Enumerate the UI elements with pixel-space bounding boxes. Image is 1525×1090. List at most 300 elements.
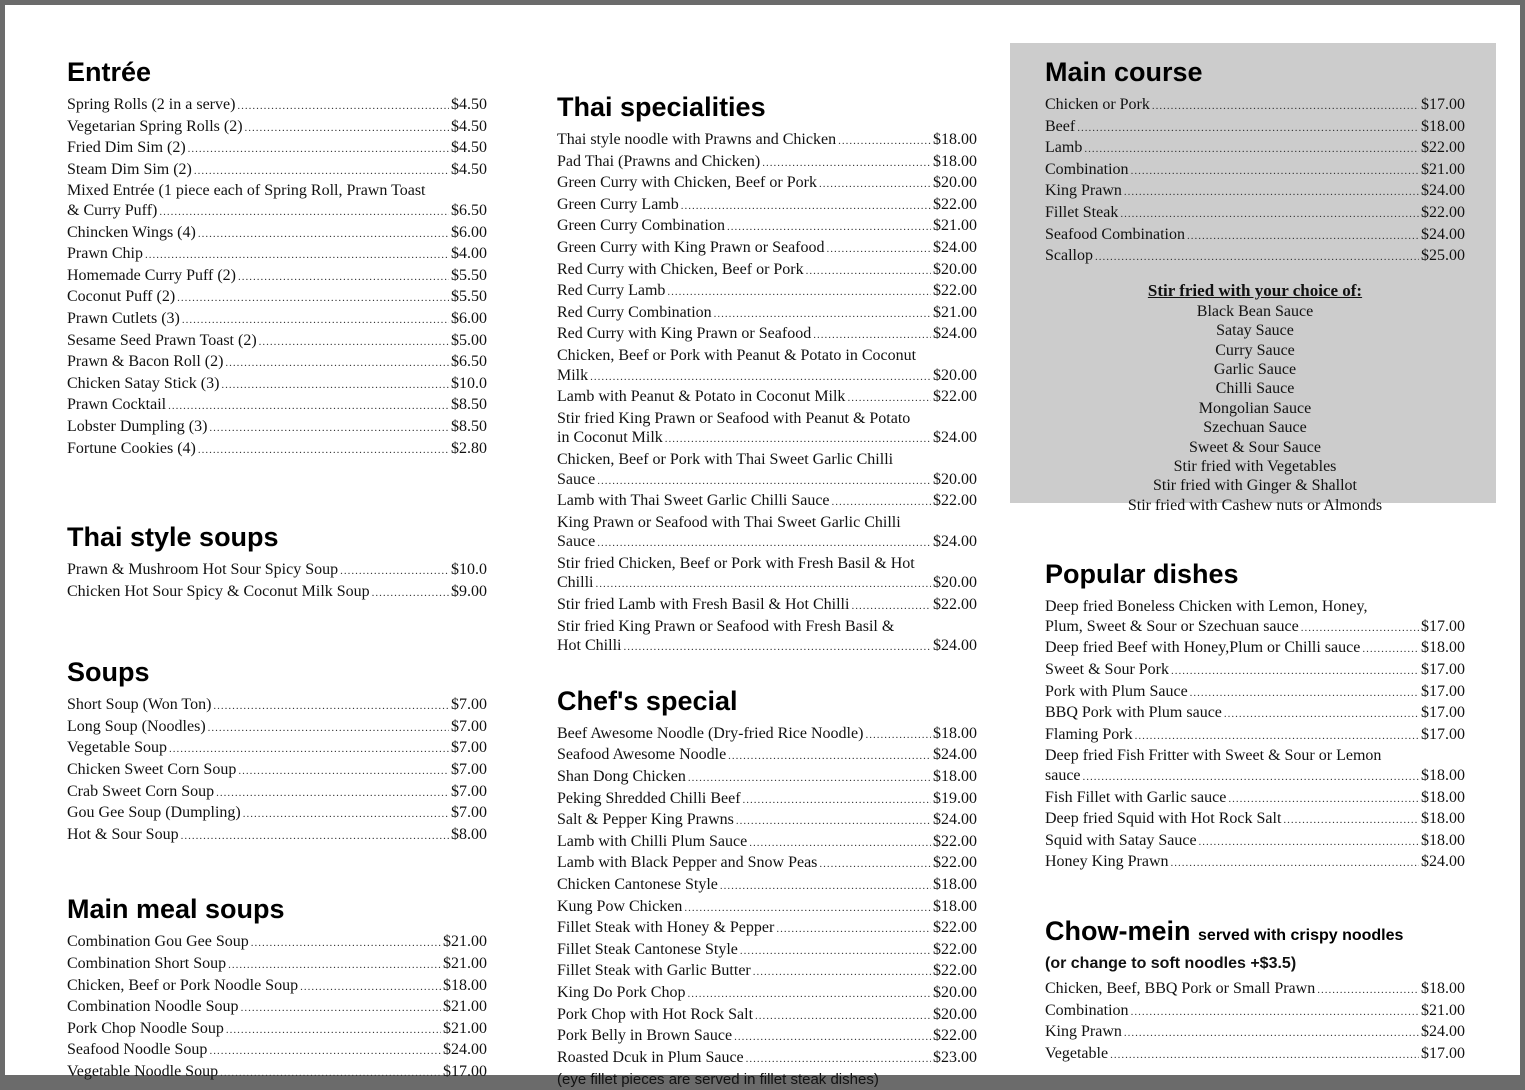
section-soups bbox=[67, 655, 487, 846]
dot-leader bbox=[220, 1062, 441, 1084]
menu-item bbox=[1045, 852, 1465, 874]
item-price: $24.00 bbox=[933, 811, 977, 829]
sauce-option: Curry Sauce bbox=[1215, 341, 1295, 359]
menu-item bbox=[1045, 1044, 1465, 1066]
menu-list bbox=[1045, 597, 1465, 874]
dot-leader bbox=[684, 897, 931, 919]
item-price: $24.00 bbox=[933, 746, 977, 764]
item-price: $18.00 bbox=[933, 131, 977, 148]
item-name: Lamb with Thai Sweet Garlic Chilli Sauce bbox=[557, 492, 830, 510]
dot-leader bbox=[714, 303, 931, 325]
item-price: $22.00 bbox=[933, 940, 977, 958]
dot-leader bbox=[753, 961, 931, 983]
item-price: $7.00 bbox=[451, 761, 487, 779]
item-price: $4.50 bbox=[451, 96, 487, 113]
item-name-line1: Stir fried Chicken, Beef or Pork with Fresh Basil & Hot bbox=[557, 554, 915, 572]
item-name: Vegetable Noodle Soup bbox=[67, 1063, 219, 1080]
item-name: Chicken Hot Sour Spicy & Coconut Milk Soup bbox=[67, 582, 370, 600]
item-name-line2 bbox=[557, 470, 977, 492]
item-name: Combination bbox=[1045, 1001, 1129, 1019]
dot-leader bbox=[194, 160, 449, 182]
menu-item bbox=[557, 789, 977, 811]
menu-item bbox=[67, 997, 487, 1019]
item-price: $21.00 bbox=[443, 955, 487, 973]
item-name-line1: Stir fried King Prawn or Seafood with Peanut & Potato bbox=[557, 409, 911, 427]
item-price: $24.00 bbox=[1421, 1023, 1465, 1041]
menu-item bbox=[557, 260, 977, 282]
dot-leader bbox=[259, 331, 449, 353]
item-name: Red Curry with King Prawn or Seafood bbox=[557, 325, 812, 343]
menu-item bbox=[1045, 831, 1465, 853]
menu-item bbox=[67, 782, 487, 804]
dot-leader bbox=[1083, 766, 1419, 788]
item-name-line1: Chicken, Beef or Pork with Thai Sweet Garlic Chilli bbox=[557, 450, 894, 468]
item-price: $20.00 bbox=[933, 366, 977, 384]
item-name: Seafood Noodle Soup bbox=[67, 1041, 208, 1059]
dot-leader bbox=[221, 374, 449, 396]
dot-leader bbox=[238, 760, 449, 782]
item-price: $17.00 bbox=[1421, 617, 1465, 635]
item-price: $24.00 bbox=[443, 1041, 487, 1059]
item-price: $20.00 bbox=[933, 1005, 977, 1023]
dot-leader bbox=[251, 932, 441, 954]
menu-item bbox=[67, 582, 487, 604]
menu-item bbox=[67, 160, 487, 182]
item-name: Sesame Seed Prawn Toast (2) bbox=[67, 331, 257, 349]
menu-item bbox=[67, 266, 487, 288]
menu-list bbox=[557, 724, 977, 1070]
item-price: $22.00 bbox=[933, 282, 977, 300]
menu-item bbox=[557, 491, 977, 513]
dot-leader bbox=[159, 201, 449, 223]
menu-item bbox=[1045, 225, 1465, 247]
item-price: $20.00 bbox=[933, 260, 977, 278]
item-price: $22.00 bbox=[933, 919, 977, 937]
item-price: $4.00 bbox=[451, 245, 487, 263]
item-price: $21.00 bbox=[443, 933, 487, 951]
menu-item bbox=[67, 760, 487, 782]
section-heading: Main meal soups bbox=[67, 894, 285, 925]
item-name-line2 bbox=[557, 366, 977, 388]
item-name: King Prawn bbox=[1045, 182, 1122, 200]
item-name: Scallop bbox=[1045, 247, 1093, 265]
item-name: Fillet Steak with Garlic Butter bbox=[557, 962, 751, 980]
item-price: $21.00 bbox=[933, 303, 977, 321]
dot-leader bbox=[597, 532, 931, 554]
item-name: Hot Chilli bbox=[557, 637, 622, 655]
section-heading bbox=[1045, 914, 1465, 953]
menu-item bbox=[557, 595, 977, 617]
dot-leader bbox=[590, 366, 931, 388]
sauce-option: Sweet & Sour Sauce bbox=[1189, 438, 1321, 456]
menu-item bbox=[557, 303, 977, 325]
item-price: $18.00 bbox=[1421, 831, 1465, 849]
item-name: Chicken, Beef, BBQ Pork or Small Prawn bbox=[1045, 979, 1316, 997]
section-chefs-special bbox=[557, 684, 977, 1090]
menu-item bbox=[557, 832, 977, 854]
dot-leader bbox=[1171, 660, 1419, 682]
menu-item bbox=[557, 810, 977, 832]
sauce-list bbox=[1045, 302, 1465, 515]
section-main-course bbox=[1045, 55, 1465, 515]
item-price: $4.50 bbox=[451, 139, 487, 157]
item-name: & Curry Puff) bbox=[67, 201, 158, 219]
menu-item bbox=[67, 976, 487, 998]
menu-item bbox=[557, 767, 977, 789]
item-price: $18.00 bbox=[933, 152, 977, 170]
item-price: $22.00 bbox=[933, 1027, 977, 1045]
item-name: Vegetarian Spring Rolls (2) bbox=[67, 117, 243, 135]
dot-leader bbox=[806, 260, 931, 282]
column-middle bbox=[557, 90, 977, 1090]
menu-item bbox=[67, 374, 487, 396]
item-price: $18.00 bbox=[933, 724, 977, 742]
item-price: $10.0 bbox=[451, 374, 487, 392]
item-name-line1: Deep fried Boneless Chicken with Lemon, Honey, bbox=[1045, 598, 1368, 616]
item-price: $17.00 bbox=[443, 1063, 487, 1080]
dot-leader bbox=[762, 152, 931, 174]
item-price: $9.00 bbox=[451, 582, 487, 600]
item-name: Squid with Satay Sauce bbox=[1045, 831, 1197, 849]
menu-item bbox=[557, 745, 977, 767]
item-name: Fried Dim Sim (2) bbox=[67, 139, 186, 157]
menu-item bbox=[67, 352, 487, 374]
item-price: $18.00 bbox=[933, 876, 977, 893]
sauce-option: Stir fried with Cashew nuts or Almonds bbox=[1127, 496, 1383, 514]
item-price: $5.00 bbox=[451, 331, 487, 349]
dot-leader bbox=[213, 695, 449, 717]
dot-leader bbox=[736, 810, 931, 832]
item-price: $18.00 bbox=[1421, 810, 1465, 828]
item-name: Salt & Pepper King Prawns bbox=[557, 811, 734, 829]
dot-leader bbox=[865, 724, 931, 746]
item-name: Hot & Sour Soup bbox=[67, 825, 179, 843]
item-price: $24.00 bbox=[933, 637, 977, 655]
item-price: $17.00 bbox=[1421, 96, 1465, 113]
item-name: Long Soup (Noodles) bbox=[67, 717, 206, 735]
menu-item bbox=[557, 281, 977, 303]
item-name: Lobster Dumpling (3) bbox=[67, 417, 208, 435]
item-price: $21.00 bbox=[1421, 160, 1465, 178]
menu-item bbox=[557, 173, 977, 195]
dot-leader bbox=[667, 281, 931, 303]
section-entree bbox=[67, 55, 487, 460]
menu-item bbox=[557, 918, 977, 940]
item-name-line1: Deep fried Fish Fritter with Sweet & Sour or Lemon bbox=[1045, 747, 1382, 765]
dot-leader bbox=[755, 1005, 931, 1027]
menu-item bbox=[557, 152, 977, 174]
dot-leader bbox=[241, 997, 441, 1019]
item-price: $24.00 bbox=[933, 325, 977, 343]
dot-leader bbox=[177, 287, 449, 309]
dot-leader bbox=[1124, 181, 1419, 203]
menu-item bbox=[67, 439, 487, 461]
menu-item bbox=[1045, 809, 1465, 831]
menu-item bbox=[557, 387, 977, 409]
item-name: Deep fried Squid with Hot Rock Salt bbox=[1045, 810, 1282, 828]
item-price: $17.00 bbox=[1421, 682, 1465, 700]
dot-leader bbox=[1124, 1022, 1419, 1044]
dot-leader bbox=[595, 573, 931, 595]
dot-leader bbox=[827, 238, 932, 260]
menu-item bbox=[1045, 746, 1465, 787]
heading-note: (or change to soft noodles +$3.5) bbox=[1045, 954, 1297, 972]
item-price: $6.50 bbox=[451, 201, 487, 219]
dot-leader bbox=[832, 491, 931, 513]
item-name-line1: Chicken, Beef or Pork with Peanut & Potato in Coconut bbox=[557, 346, 917, 364]
item-price: $20.00 bbox=[933, 470, 977, 488]
item-name: Flaming Pork bbox=[1045, 725, 1133, 743]
item-name-line2 bbox=[557, 428, 977, 450]
item-price: $19.00 bbox=[933, 789, 977, 807]
item-price: $17.00 bbox=[1421, 725, 1465, 743]
item-name: Chicken Satay Stick (3) bbox=[67, 374, 220, 392]
dot-leader bbox=[734, 1026, 931, 1048]
dot-leader bbox=[847, 387, 931, 409]
item-price: $8.00 bbox=[451, 825, 487, 843]
menu-item bbox=[67, 95, 487, 117]
item-price: $7.00 bbox=[451, 782, 487, 800]
item-price: $8.50 bbox=[451, 417, 487, 435]
menu-list bbox=[67, 695, 487, 846]
dot-leader bbox=[743, 789, 931, 811]
item-price: $17.00 bbox=[1421, 1044, 1465, 1062]
menu-item bbox=[67, 244, 487, 266]
item-name: Lamb bbox=[1045, 139, 1083, 157]
dot-leader bbox=[838, 130, 931, 152]
item-price: $22.00 bbox=[933, 832, 977, 850]
dot-leader bbox=[216, 782, 449, 804]
item-name-line1: Mixed Entrée (1 piece each of Spring Roll, Prawn Toast bbox=[67, 182, 426, 200]
menu-item bbox=[1045, 160, 1465, 182]
menu-item bbox=[67, 395, 487, 417]
item-price: $18.00 bbox=[1421, 639, 1465, 657]
section-popular-dishes bbox=[1045, 557, 1465, 874]
item-price: $7.00 bbox=[451, 717, 487, 735]
dot-leader bbox=[681, 195, 931, 217]
sauce-choice-title: Stir fried with your choice of: bbox=[1147, 280, 1363, 300]
item-name: Homemade Curry Puff (2) bbox=[67, 266, 236, 284]
menu-item bbox=[67, 181, 487, 222]
dot-leader bbox=[776, 918, 931, 940]
item-price: $7.00 bbox=[451, 696, 487, 714]
menu-list bbox=[67, 560, 487, 603]
dot-leader bbox=[665, 428, 931, 450]
item-price: $18.00 bbox=[1421, 766, 1465, 784]
item-price: $5.50 bbox=[451, 288, 487, 306]
menu-item bbox=[67, 954, 487, 976]
dot-leader bbox=[145, 244, 449, 266]
menu-item bbox=[1045, 1022, 1465, 1044]
menu-item bbox=[1045, 203, 1465, 225]
item-name: Pork Chop Noodle Soup bbox=[67, 1019, 224, 1037]
item-name: sauce bbox=[1045, 766, 1081, 784]
item-name-line1: Stir fried King Prawn or Seafood with Fresh Basil & bbox=[557, 617, 895, 635]
menu-item bbox=[557, 554, 977, 595]
menu-item bbox=[67, 138, 487, 160]
section-thai-specialities bbox=[557, 90, 977, 658]
menu-item bbox=[557, 961, 977, 983]
menu-item bbox=[67, 417, 487, 439]
dot-leader bbox=[225, 352, 449, 374]
menu-item bbox=[67, 1062, 487, 1084]
menu-item bbox=[557, 853, 977, 875]
item-name: Prawn Chip bbox=[67, 245, 143, 263]
dot-leader bbox=[597, 470, 931, 492]
item-name: Vegetable Soup bbox=[67, 739, 167, 757]
menu-item bbox=[67, 1019, 487, 1041]
item-name: Short Soup (Won Ton) bbox=[67, 696, 212, 714]
item-name: Thai style noodle with Prawns and Chicken bbox=[557, 131, 837, 148]
item-name-line2 bbox=[557, 636, 977, 658]
dot-leader bbox=[687, 983, 931, 1005]
sauce-option: Satay Sauce bbox=[1216, 322, 1294, 340]
item-name: Pad Thai (Prawns and Chicken) bbox=[557, 152, 761, 170]
item-name: Peking Shredded Chilli Beef bbox=[557, 789, 741, 807]
menu-list bbox=[1045, 979, 1465, 1065]
dot-leader bbox=[188, 138, 449, 160]
dot-leader bbox=[819, 173, 931, 195]
section-heading: Chef's special bbox=[557, 685, 738, 716]
section-heading: Popular dishes bbox=[1045, 559, 1239, 590]
item-name: Kung Pow Chicken bbox=[557, 897, 683, 915]
item-price: $5.50 bbox=[451, 266, 487, 284]
item-name: Roasted Dcuk in Plum Sauce bbox=[557, 1048, 744, 1066]
menu-item bbox=[67, 717, 487, 739]
item-name: King Do Pork Chop bbox=[557, 983, 686, 1001]
dot-leader bbox=[228, 954, 441, 976]
dot-leader bbox=[245, 117, 449, 139]
item-price: $18.00 bbox=[443, 976, 487, 994]
item-price: $22.00 bbox=[933, 492, 977, 510]
item-name: King Prawn bbox=[1045, 1023, 1122, 1041]
dot-leader bbox=[182, 309, 449, 331]
item-name: BBQ Pork with Plum sauce bbox=[1045, 704, 1222, 722]
item-name: Beef bbox=[1045, 117, 1076, 135]
sauce-option: Garlic Sauce bbox=[1213, 360, 1297, 378]
sauce-option: Mongolian Sauce bbox=[1198, 399, 1312, 417]
dot-leader bbox=[1301, 617, 1419, 639]
item-name: Seafood Combination bbox=[1045, 225, 1185, 243]
dot-leader bbox=[300, 976, 441, 998]
menu-list bbox=[67, 932, 487, 1083]
heading-main: Chow-mein bbox=[1045, 915, 1191, 946]
menu-item bbox=[1045, 660, 1465, 682]
item-price: $22.00 bbox=[933, 596, 977, 614]
item-price: $23.00 bbox=[933, 1048, 977, 1066]
item-name: Red Curry Combination bbox=[557, 303, 712, 321]
dot-leader bbox=[1135, 725, 1419, 747]
item-price: $8.50 bbox=[451, 396, 487, 414]
dot-leader bbox=[1120, 203, 1419, 225]
menu-item bbox=[1045, 979, 1465, 1001]
dot-leader bbox=[237, 95, 449, 117]
item-price: $22.00 bbox=[933, 854, 977, 872]
item-name: Lamb with Peanut & Potato in Coconut Milk bbox=[557, 388, 846, 406]
item-name-line2 bbox=[557, 573, 977, 595]
menu-item bbox=[557, 324, 977, 346]
section-thai-soups bbox=[67, 520, 487, 603]
item-price: $22.00 bbox=[1421, 139, 1465, 157]
menu-item bbox=[557, 940, 977, 962]
dot-leader bbox=[1283, 809, 1419, 831]
item-name: Stir fried Lamb with Fresh Basil & Hot Chilli bbox=[557, 596, 850, 614]
dot-leader bbox=[1317, 979, 1419, 1001]
dot-leader bbox=[720, 875, 931, 897]
item-name: Fillet Steak with Honey & Pepper bbox=[557, 919, 775, 937]
menu-item bbox=[67, 738, 487, 760]
menu-list bbox=[1045, 95, 1465, 268]
item-price: $21.00 bbox=[443, 1019, 487, 1037]
item-price: $7.00 bbox=[451, 739, 487, 757]
item-name-line1: King Prawn or Seafood with Thai Sweet Garlic Chilli bbox=[557, 513, 901, 531]
item-name: Vegetable bbox=[1045, 1044, 1109, 1062]
item-price: $18.00 bbox=[1421, 979, 1465, 997]
dot-leader bbox=[181, 825, 449, 847]
item-name: Lamb with Chilli Plum Sauce bbox=[557, 832, 748, 850]
dot-leader bbox=[813, 324, 931, 346]
menu-item bbox=[67, 560, 487, 582]
sauce-option: Szechuan Sauce bbox=[1203, 419, 1307, 437]
item-price: $18.00 bbox=[933, 768, 977, 786]
dot-leader bbox=[1171, 852, 1419, 874]
item-price: $25.00 bbox=[1421, 247, 1465, 265]
dot-leader bbox=[243, 803, 449, 825]
item-name-line2 bbox=[557, 532, 977, 554]
item-name: Prawn Cutlets (3) bbox=[67, 309, 180, 327]
dot-leader bbox=[208, 717, 449, 739]
dot-leader bbox=[688, 767, 931, 789]
item-name-line2 bbox=[1045, 766, 1465, 788]
menu-item bbox=[557, 724, 977, 746]
dot-leader bbox=[1110, 1044, 1419, 1066]
item-price: $22.00 bbox=[933, 962, 977, 980]
menu-item bbox=[1045, 138, 1465, 160]
item-name: Prawn & Mushroom Hot Sour Spicy Soup bbox=[67, 561, 339, 579]
item-name: Chicken or Pork bbox=[1045, 96, 1150, 113]
item-name: Combination Short Soup bbox=[67, 955, 227, 973]
item-name: Chicken Cantonese Style bbox=[557, 876, 718, 893]
item-name: Sauce bbox=[557, 470, 596, 488]
item-name: Honey King Prawn bbox=[1045, 853, 1169, 871]
item-name: Fillet Steak Cantonese Style bbox=[557, 940, 738, 958]
sauce-option: Stir fried with Ginger & Shallot bbox=[1153, 477, 1357, 495]
item-name: Red Curry with Chicken, Beef or Pork bbox=[557, 260, 804, 278]
section-heading: Main course bbox=[1045, 57, 1203, 87]
dot-leader bbox=[1152, 95, 1419, 117]
menu-item bbox=[1045, 703, 1465, 725]
item-name: Chicken, Beef or Pork Noodle Soup bbox=[67, 976, 299, 994]
dot-leader bbox=[226, 1019, 441, 1041]
item-name: Prawn & Bacon Roll (2) bbox=[67, 353, 224, 371]
item-price: $6.50 bbox=[451, 353, 487, 371]
item-price: $6.00 bbox=[451, 223, 487, 241]
item-price: $22.00 bbox=[933, 195, 977, 213]
menu-item bbox=[67, 223, 487, 245]
item-price: $18.00 bbox=[1421, 788, 1465, 806]
item-name: Deep fried Beef with Honey,Plum or Chilli sauce bbox=[1045, 639, 1361, 657]
item-name: Green Curry with Chicken, Beef or Pork bbox=[557, 174, 817, 192]
item-name: Sauce bbox=[557, 533, 596, 551]
dot-leader bbox=[1199, 831, 1419, 853]
menu-item bbox=[1045, 638, 1465, 660]
item-name: in Coconut Milk bbox=[557, 429, 663, 447]
menu-item bbox=[67, 287, 487, 309]
sauce-option: Chilli Sauce bbox=[1215, 380, 1295, 398]
sauce-option: Black Bean Sauce bbox=[1196, 302, 1314, 320]
menu-item bbox=[557, 346, 977, 387]
item-price: $21.00 bbox=[933, 217, 977, 235]
